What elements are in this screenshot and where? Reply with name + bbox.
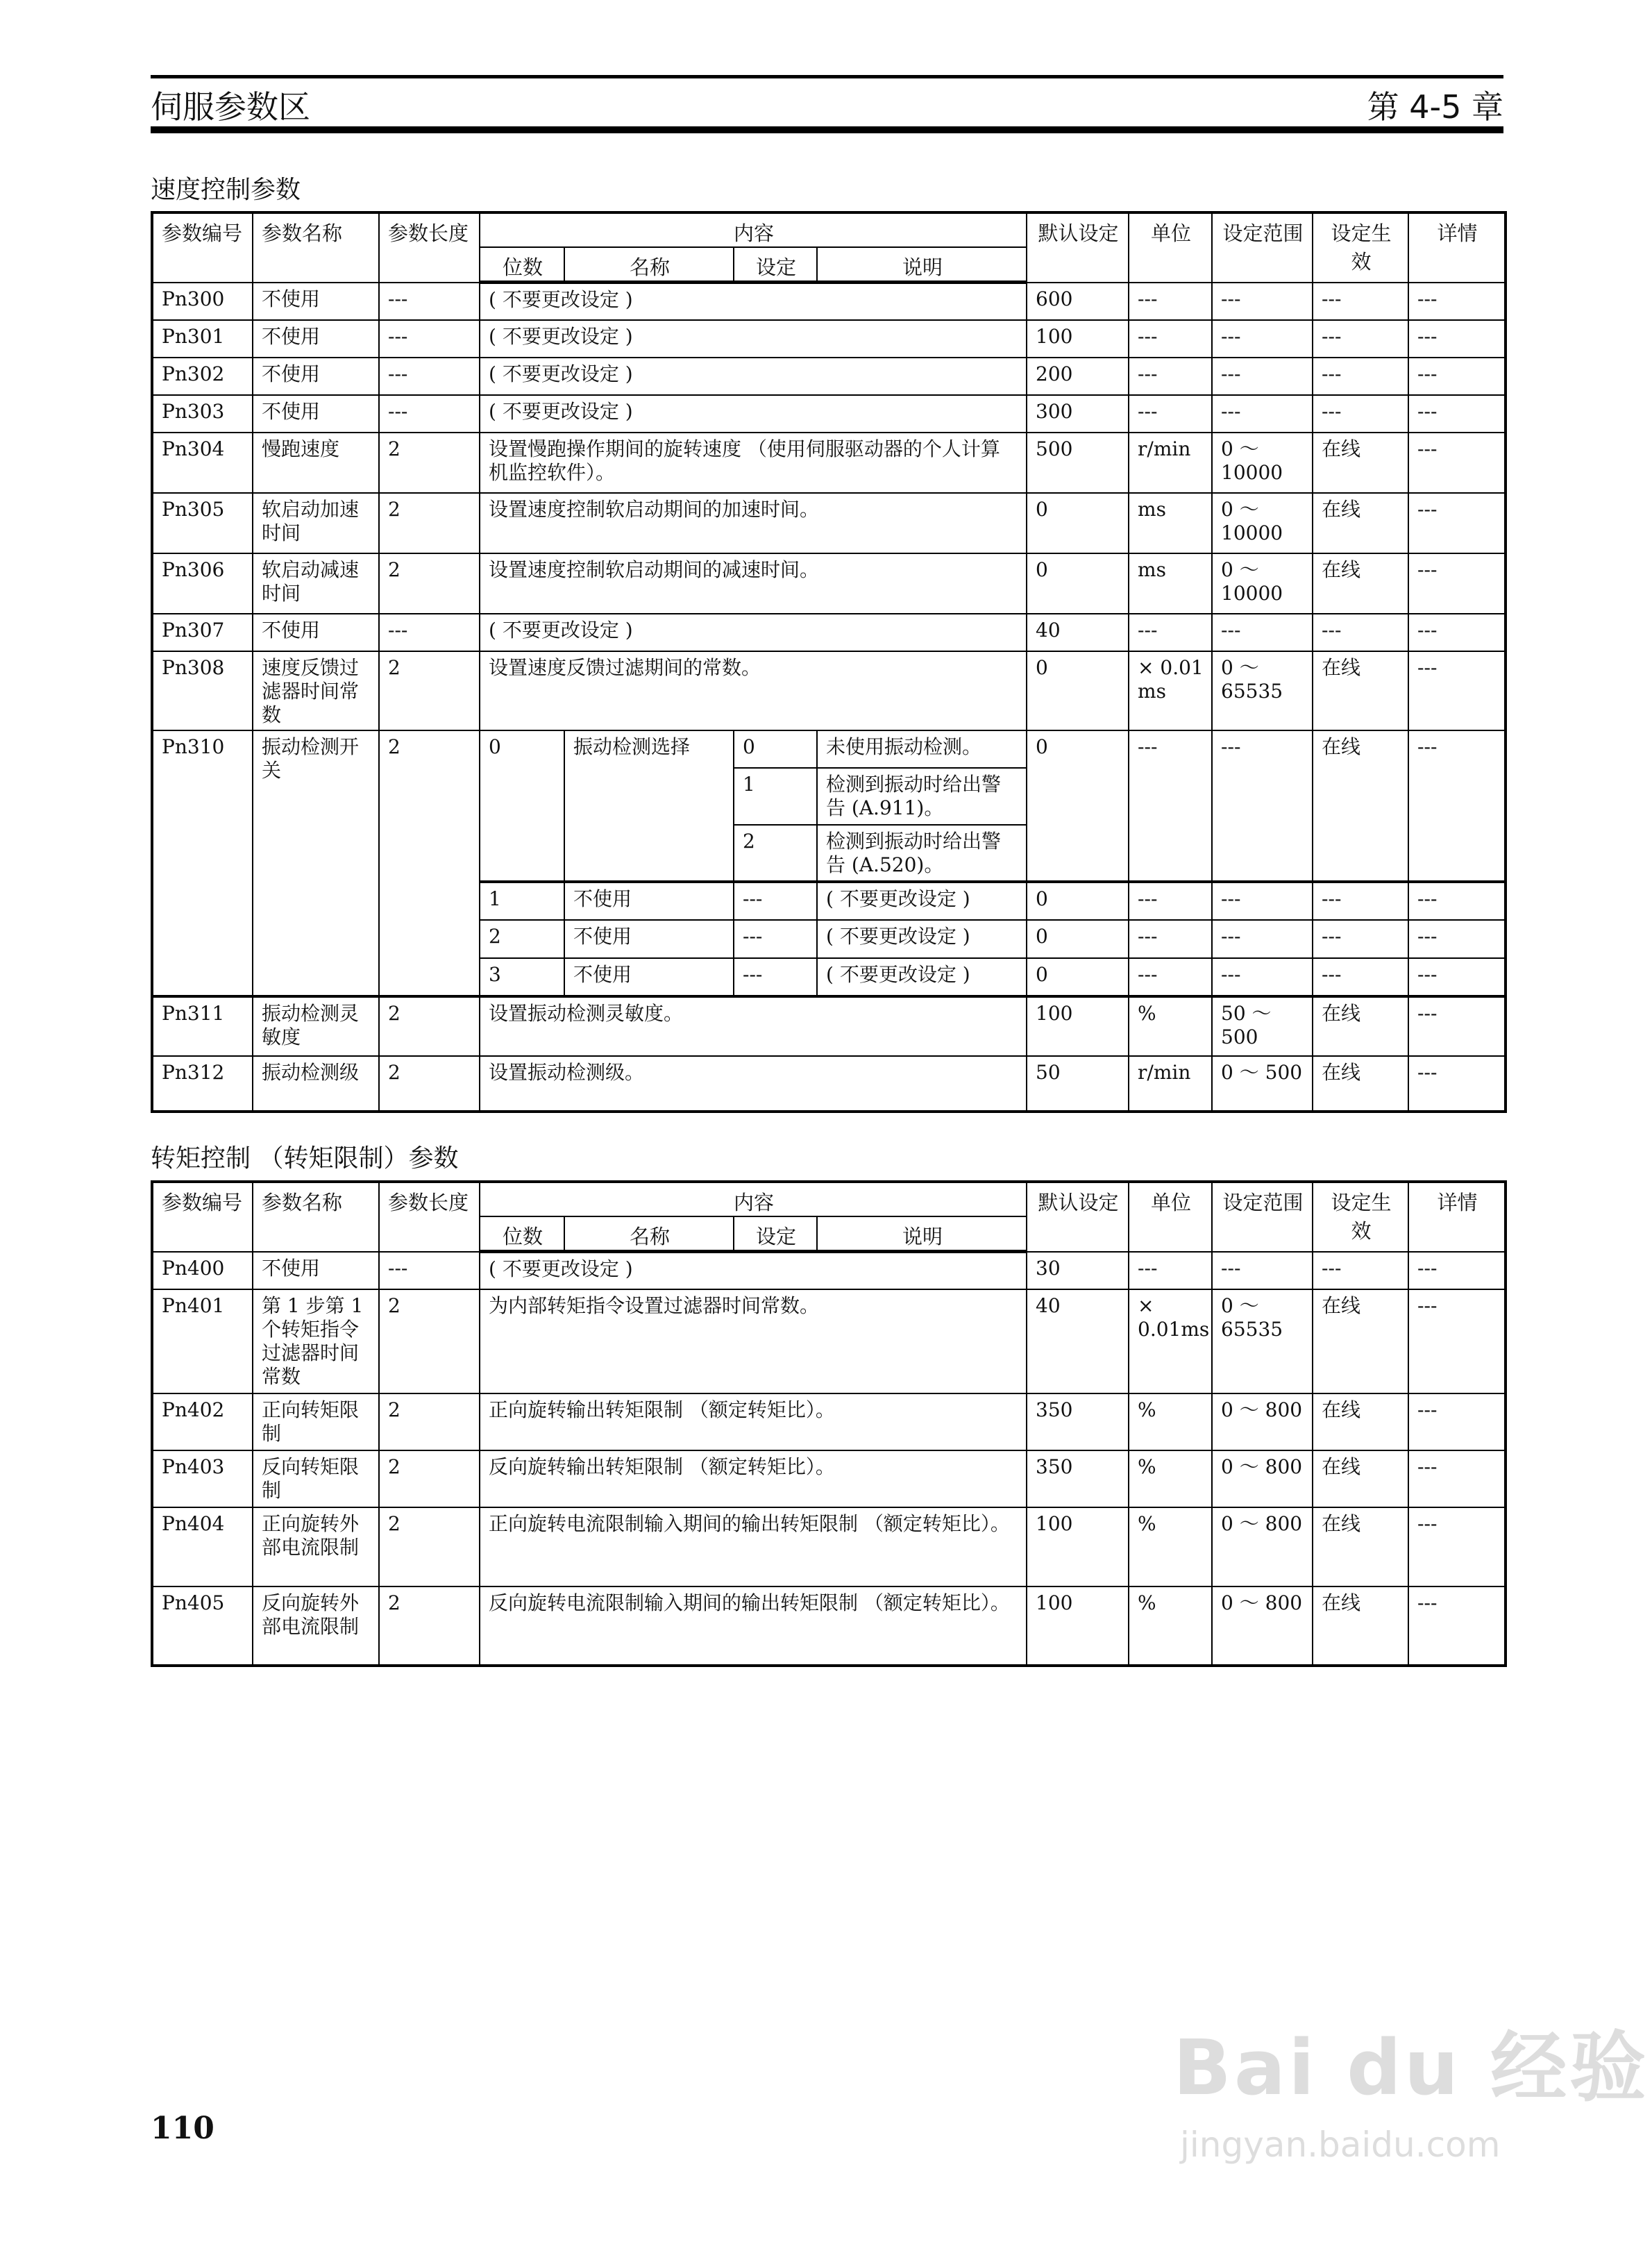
param-effect: 在线: [1313, 1289, 1408, 1393]
param-length: 2: [379, 1056, 480, 1112]
param-name: 正向旋转外部电流限制: [253, 1507, 379, 1586]
param-content: 设置振动检测级。: [480, 1056, 1027, 1112]
table-row: [152, 1252, 1506, 1289]
table-row: [152, 1289, 1506, 1393]
param-length: 2: [379, 1586, 480, 1666]
param-unit: %: [1129, 1450, 1212, 1507]
param-content: 反向旋转电流限制输入期间的输出转矩限制 （额定转矩比）。: [480, 1586, 1027, 1666]
param-detail: ---: [1408, 358, 1506, 395]
param-no: Pn308: [152, 651, 253, 730]
param-length: ---: [379, 395, 480, 433]
col-header-effect: 设定生效: [1313, 212, 1408, 283]
option-desc: 未使用振动检测。: [817, 730, 1027, 768]
table-row: [152, 996, 1506, 1056]
header-rule-top: [151, 75, 1503, 78]
param-range: 0 ～ 800: [1212, 1507, 1313, 1586]
param-detail: ---: [1408, 651, 1506, 730]
param-unit: ---: [1129, 730, 1212, 882]
digit-digit: 2: [480, 920, 564, 958]
watermark-logo: Bai du 经验: [1173, 2023, 1649, 2112]
param-unit: ---: [1129, 1252, 1212, 1289]
param-effect: 在线: [1313, 553, 1408, 614]
param-unit: ---: [1129, 320, 1212, 358]
param-effect: 在线: [1313, 1393, 1408, 1450]
col-header-content: 内容: [480, 1182, 1027, 1216]
digit-default: 0: [1027, 958, 1129, 996]
param-detail: ---: [1408, 320, 1506, 358]
digit-default: 0: [1027, 920, 1129, 958]
param-range: ---: [1212, 614, 1313, 651]
param-content: 设置慢跑操作期间的旋转速度 （使用伺服驱动器的个人计算机监控软件）。: [480, 433, 1027, 493]
digit-value: 0: [480, 730, 564, 882]
digit-detail: ---: [1408, 958, 1506, 996]
param-no: Pn301: [152, 320, 253, 358]
param-unit: r/min: [1129, 433, 1212, 493]
param-name: 不使用: [253, 1252, 379, 1289]
param-no: Pn311: [152, 996, 253, 1056]
param-no: Pn306: [152, 553, 253, 614]
param-length: 2: [379, 1507, 480, 1586]
digit-set: ---: [734, 882, 817, 920]
digit-desc: ( 不要更改设定 ): [817, 958, 1027, 996]
param-unit: %: [1129, 1393, 1212, 1450]
param-name: 慢跑速度: [253, 433, 379, 493]
param-detail: ---: [1408, 1586, 1506, 1666]
param-length: 2: [379, 553, 480, 614]
param-content: ( 不要更改设定 ): [480, 395, 1027, 433]
table-row: [152, 1507, 1506, 1586]
param-unit: %: [1129, 1507, 1212, 1586]
col-header-range: 设定范围: [1212, 212, 1313, 283]
param-range: 0 ～ 10000: [1212, 553, 1313, 614]
param-name: 第 1 步第 1 个转矩指令过滤器时间常数: [253, 1289, 379, 1393]
param-default: 200: [1027, 358, 1129, 395]
param-range: ---: [1212, 358, 1313, 395]
param-length: ---: [379, 283, 480, 320]
param-effect: ---: [1313, 358, 1408, 395]
table-row: [152, 493, 1506, 553]
digit-desc: ( 不要更改设定 ): [817, 882, 1027, 920]
param-length: ---: [379, 1252, 480, 1289]
param-default: 100: [1027, 1507, 1129, 1586]
param-name: 不使用: [253, 358, 379, 395]
param-length: 2: [379, 1289, 480, 1393]
param-range: 0 ～ 800: [1212, 1450, 1313, 1507]
param-range: ---: [1212, 730, 1313, 882]
param-no: Pn401: [152, 1289, 253, 1393]
param-range: 0 ～ 65535: [1212, 1289, 1313, 1393]
param-range: 0 ～ 500: [1212, 1056, 1313, 1112]
option-set: 0: [734, 730, 817, 768]
param-content: ( 不要更改设定 ): [480, 283, 1027, 320]
param-effect: ---: [1313, 395, 1408, 433]
param-length: 2: [379, 996, 480, 1056]
col-header-len: 参数长度: [379, 1182, 480, 1252]
param-name: 不使用: [253, 283, 379, 320]
digit-range: ---: [1212, 882, 1313, 920]
param-length: 2: [379, 651, 480, 730]
param-range: ---: [1212, 395, 1313, 433]
param-detail: ---: [1408, 283, 1506, 320]
param-no: Pn405: [152, 1586, 253, 1666]
param-length: ---: [379, 614, 480, 651]
param-unit: × 0.01ms: [1129, 1289, 1212, 1393]
col-header-name: 参数名称: [253, 212, 379, 283]
param-length: 2: [379, 493, 480, 553]
section-title: 伺服参数区: [151, 88, 310, 126]
col-header-digit: 位数: [480, 1216, 564, 1252]
param-detail: ---: [1408, 996, 1506, 1056]
param-range: 0 ～ 800: [1212, 1586, 1313, 1666]
param-name: 正向转矩限制: [253, 1393, 379, 1450]
param-detail: ---: [1408, 1056, 1506, 1112]
param-detail: ---: [1408, 1252, 1506, 1289]
param-content: 正向旋转输出转矩限制 （额定转矩比）。: [480, 1393, 1027, 1450]
param-name: 不使用: [253, 614, 379, 651]
header-rule-bottom: [151, 126, 1503, 133]
param-default: 50: [1027, 1056, 1129, 1112]
param-detail: ---: [1408, 433, 1506, 493]
param-name: 不使用: [253, 320, 379, 358]
param-default: 600: [1027, 283, 1129, 320]
col-header-no: 参数编号: [152, 212, 253, 283]
param-range: 0 ～ 800: [1212, 1393, 1313, 1450]
speed-control-table: [151, 211, 1507, 1113]
digit-range: ---: [1212, 920, 1313, 958]
param-unit: × 0.01 ms: [1129, 651, 1212, 730]
col-header-unit: 单位: [1129, 212, 1212, 283]
param-name: 反向旋转外部电流限制: [253, 1586, 379, 1666]
param-content: ( 不要更改设定 ): [480, 320, 1027, 358]
digit-set: ---: [734, 958, 817, 996]
param-no: Pn304: [152, 433, 253, 493]
digit-default: 0: [1027, 882, 1129, 920]
col-header-range: 设定范围: [1212, 1182, 1313, 1252]
param-range: ---: [1212, 320, 1313, 358]
digit-digit: 3: [480, 958, 564, 996]
param-no: Pn303: [152, 395, 253, 433]
param-effect: ---: [1313, 614, 1408, 651]
param-default: 40: [1027, 614, 1129, 651]
table-row: [152, 651, 1506, 730]
param-unit: %: [1129, 1586, 1212, 1666]
param-default: 40: [1027, 1289, 1129, 1393]
col-header-default: 默认设定: [1027, 1182, 1129, 1252]
table1-title: 速度控制参数: [151, 176, 301, 204]
param-no: Pn400: [152, 1252, 253, 1289]
param-no: Pn312: [152, 1056, 253, 1112]
param-default: 30: [1027, 1252, 1129, 1289]
param-length: 2: [379, 1393, 480, 1450]
table-row: [152, 433, 1506, 493]
table-row: [152, 1056, 1506, 1112]
param-name: 速度反馈过滤器时间常数: [253, 651, 379, 730]
param-effect: 在线: [1313, 996, 1408, 1056]
param-effect: ---: [1313, 283, 1408, 320]
col-header-setting: 设定: [734, 1216, 817, 1252]
param-effect: 在线: [1313, 1056, 1408, 1112]
param-detail: ---: [1408, 730, 1506, 882]
digit-detail: ---: [1408, 920, 1506, 958]
param-detail: ---: [1408, 1289, 1506, 1393]
pn310-row: [152, 730, 1506, 768]
param-content: 反向旋转输出转矩限制 （额定转矩比）。: [480, 1450, 1027, 1507]
table2-title: 转矩控制 （转矩限制）参数: [151, 1144, 459, 1173]
param-detail: ---: [1408, 1393, 1506, 1450]
param-detail: ---: [1408, 1507, 1506, 1586]
table-row: [152, 283, 1506, 320]
param-no: Pn403: [152, 1450, 253, 1507]
param-effect: 在线: [1313, 651, 1408, 730]
col-header-default: 默认设定: [1027, 212, 1129, 283]
param-length: ---: [379, 320, 480, 358]
table-row: [152, 358, 1506, 395]
param-unit: %: [1129, 996, 1212, 1056]
param-no: Pn404: [152, 1507, 253, 1586]
param-default: 350: [1027, 1450, 1129, 1507]
table-row: [152, 1393, 1506, 1450]
option-set: 2: [734, 825, 817, 882]
option-desc: 检测到振动时给出警告 (A.520)。: [817, 825, 1027, 882]
param-detail: ---: [1408, 493, 1506, 553]
param-unit: ---: [1129, 283, 1212, 320]
digit-range: ---: [1212, 958, 1313, 996]
param-default: 300: [1027, 395, 1129, 433]
digit-digit: 1: [480, 882, 564, 920]
digit-name: 不使用: [564, 920, 734, 958]
col-header-len: 参数长度: [379, 212, 480, 283]
param-no: Pn302: [152, 358, 253, 395]
param-length: 2: [379, 730, 480, 996]
param-effect: 在线: [1313, 1586, 1408, 1666]
col-header-no: 参数编号: [152, 1182, 253, 1252]
param-default: 0: [1027, 493, 1129, 553]
param-effect: 在线: [1313, 1450, 1408, 1507]
param-no: Pn310: [152, 730, 253, 996]
col-header-unit: 单位: [1129, 1182, 1212, 1252]
param-unit: ---: [1129, 614, 1212, 651]
param-length: 2: [379, 1450, 480, 1507]
param-detail: ---: [1408, 395, 1506, 433]
param-name: 振动检测灵敏度: [253, 996, 379, 1056]
param-no: Pn307: [152, 614, 253, 651]
param-length: ---: [379, 358, 480, 395]
param-range: 0 ～ 10000: [1212, 493, 1313, 553]
digit-unit: ---: [1129, 920, 1212, 958]
param-detail: ---: [1408, 614, 1506, 651]
param-default: 0: [1027, 651, 1129, 730]
col-header-detail: 详情: [1408, 212, 1506, 283]
param-content: 设置速度控制软启动期间的加速时间。: [480, 493, 1027, 553]
table-row: [152, 395, 1506, 433]
option-set: 1: [734, 768, 817, 825]
param-effect: ---: [1313, 1252, 1408, 1289]
param-range: 50 ～ 500: [1212, 996, 1313, 1056]
header-row: [152, 212, 1506, 247]
param-range: ---: [1212, 1252, 1313, 1289]
param-name: 不使用: [253, 395, 379, 433]
table-row: [152, 614, 1506, 651]
option-desc: 检测到振动时给出警告 (A.911)。: [817, 768, 1027, 825]
col-header-effect: 设定生效: [1313, 1182, 1408, 1252]
param-unit: ms: [1129, 493, 1212, 553]
col-header-name: 参数名称: [253, 1182, 379, 1252]
param-content: 设置振动检测灵敏度。: [480, 996, 1027, 1056]
param-content: ( 不要更改设定 ): [480, 358, 1027, 395]
col-header-sub_name: 名称: [564, 1216, 734, 1252]
param-detail: ---: [1408, 553, 1506, 614]
param-effect: 在线: [1313, 1507, 1408, 1586]
param-no: Pn305: [152, 493, 253, 553]
param-default: 0: [1027, 553, 1129, 614]
param-length: 2: [379, 433, 480, 493]
param-unit: ---: [1129, 395, 1212, 433]
digit-unit: ---: [1129, 882, 1212, 920]
col-header-digit: 位数: [480, 247, 564, 283]
torque-control-table: [151, 1180, 1507, 1667]
digit-effect: ---: [1313, 882, 1408, 920]
param-name: 反向转矩限制: [253, 1450, 379, 1507]
param-no: Pn402: [152, 1393, 253, 1450]
param-name: 振动检测开关: [253, 730, 379, 996]
param-range: 0 ～ 65535: [1212, 651, 1313, 730]
param-effect: 在线: [1313, 433, 1408, 493]
header-row: [152, 1182, 1506, 1216]
param-default: 500: [1027, 433, 1129, 493]
param-range: 0 ～ 10000: [1212, 433, 1313, 493]
col-header-setting: 设定: [734, 247, 817, 283]
param-range: ---: [1212, 283, 1313, 320]
param-default: 100: [1027, 1586, 1129, 1666]
watermark-url: jingyan.baidu.com: [1180, 2125, 1501, 2165]
col-header-desc: 说明: [817, 1216, 1027, 1252]
digit-name: 不使用: [564, 958, 734, 996]
table-row: [152, 320, 1506, 358]
digit-effect: ---: [1313, 920, 1408, 958]
col-header-detail: 详情: [1408, 1182, 1506, 1252]
digit-desc: ( 不要更改设定 ): [817, 920, 1027, 958]
param-effect: 在线: [1313, 730, 1408, 882]
param-detail: ---: [1408, 1450, 1506, 1507]
table-row: [152, 1586, 1506, 1666]
digit-effect: ---: [1313, 958, 1408, 996]
table-row: [152, 553, 1506, 614]
param-content: 设置速度反馈过滤期间的常数。: [480, 651, 1027, 730]
param-effect: ---: [1313, 320, 1408, 358]
col-header-desc: 说明: [817, 247, 1027, 283]
table-row: [152, 1450, 1506, 1507]
param-content: 为内部转矩指令设置过滤器时间常数。: [480, 1289, 1027, 1393]
param-default: 100: [1027, 320, 1129, 358]
col-header-content: 内容: [480, 212, 1027, 247]
param-content: 设置速度控制软启动期间的减速时间。: [480, 553, 1027, 614]
param-name: 振动检测级: [253, 1056, 379, 1112]
param-unit: ---: [1129, 358, 1212, 395]
param-content: ( 不要更改设定 ): [480, 1252, 1027, 1289]
digit-set: ---: [734, 920, 817, 958]
param-content: ( 不要更改设定 ): [480, 614, 1027, 651]
col-header-sub_name: 名称: [564, 247, 734, 283]
param-name: 软启动加速时间: [253, 493, 379, 553]
param-default: 350: [1027, 1393, 1129, 1450]
digit-name: 不使用: [564, 882, 734, 920]
digit-name: 振动检测选择: [564, 730, 734, 882]
page-number: 110: [151, 2111, 214, 2146]
digit-detail: ---: [1408, 882, 1506, 920]
param-effect: 在线: [1313, 493, 1408, 553]
param-name: 软启动减速时间: [253, 553, 379, 614]
param-content: 正向旋转电流限制输入期间的输出转矩限制 （额定转矩比）。: [480, 1507, 1027, 1586]
param-default: 100: [1027, 996, 1129, 1056]
chapter-label: 第 4-5 章: [1367, 88, 1503, 126]
param-default: 0: [1027, 730, 1129, 882]
digit-unit: ---: [1129, 958, 1212, 996]
param-unit: ms: [1129, 553, 1212, 614]
param-unit: r/min: [1129, 1056, 1212, 1112]
param-no: Pn300: [152, 283, 253, 320]
